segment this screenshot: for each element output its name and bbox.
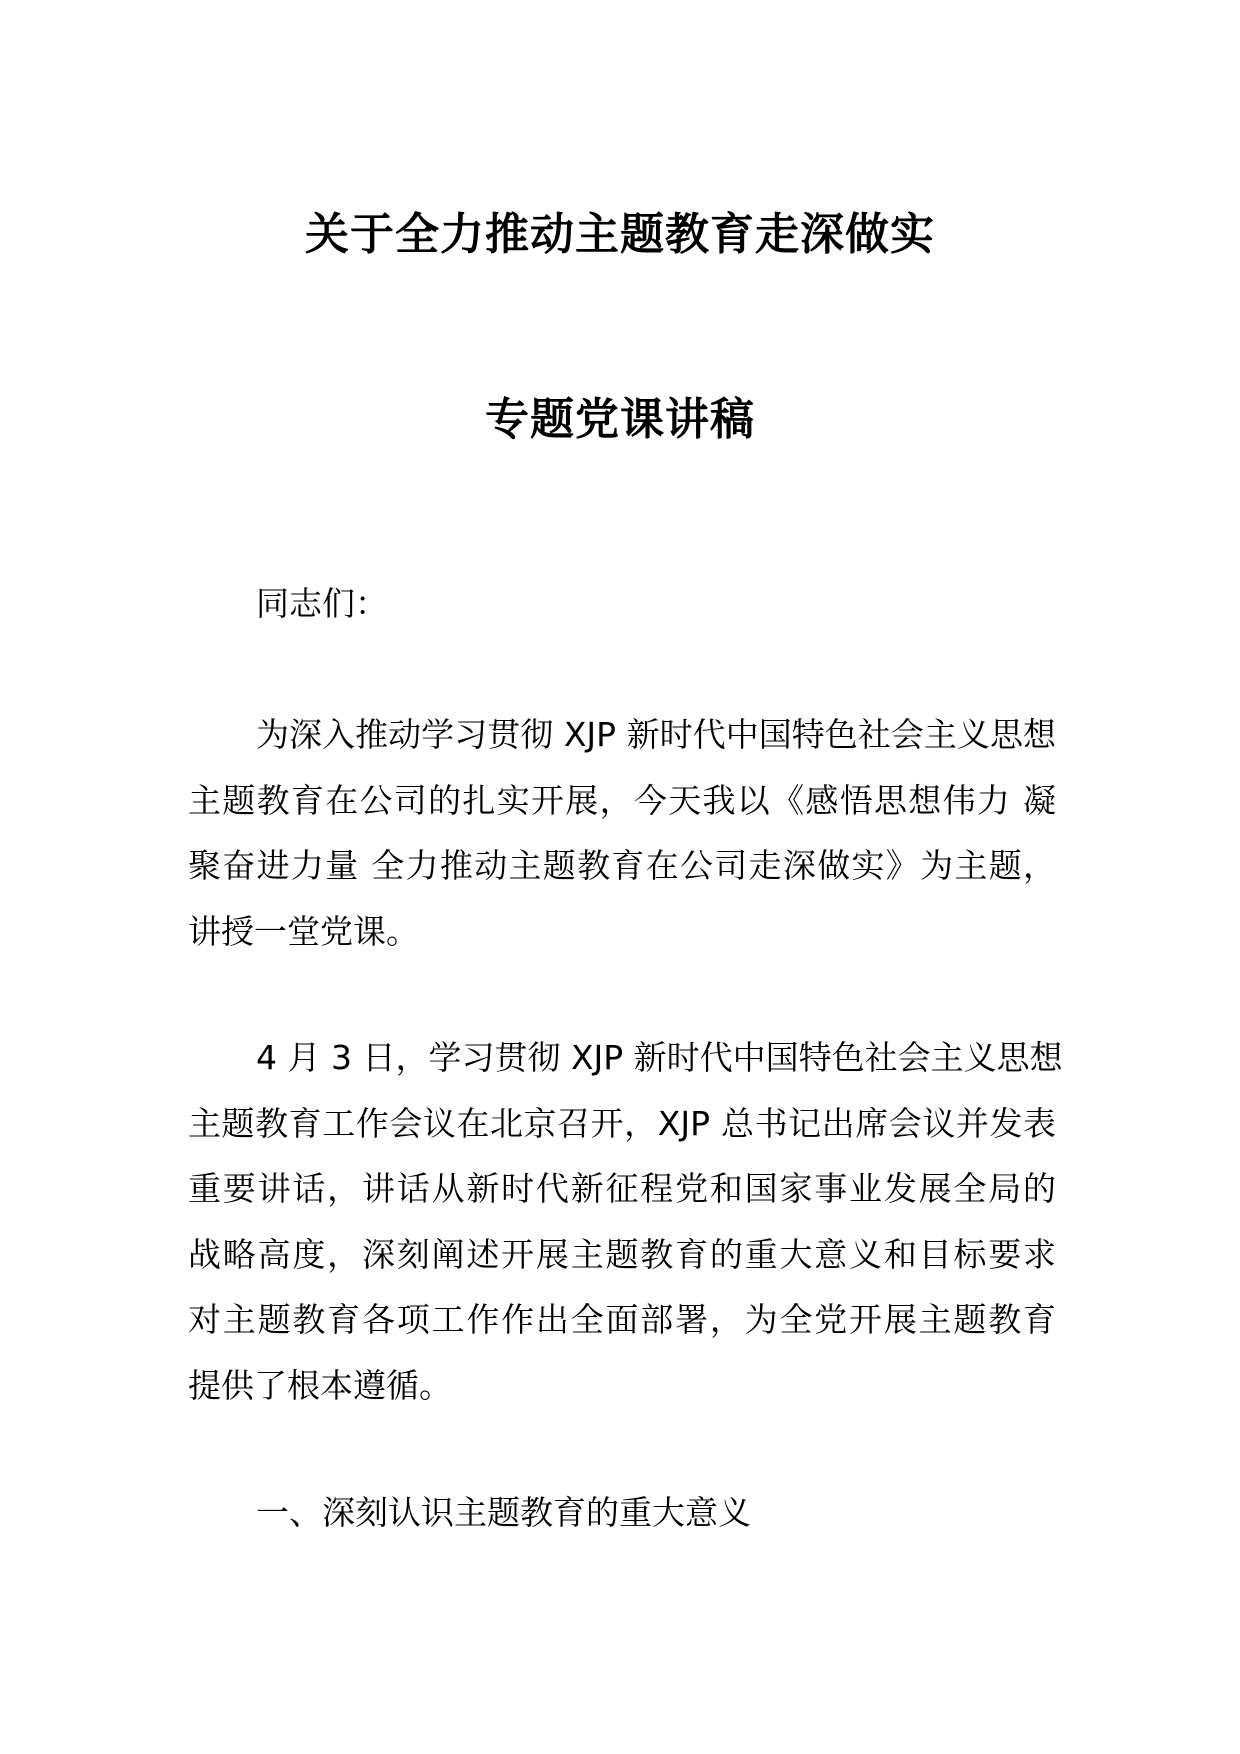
paragraph-line: 战略高度，深刻阐述开展主题教育的重大意义和目标要求 xyxy=(188,1234,1056,1274)
paragraph-line: 为深入推动学习贯彻 XJP 新时代中国特色社会主义思想 xyxy=(256,715,1056,754)
paragraph-line: 讲授一堂党课。 xyxy=(188,911,419,951)
paragraph-line: 4 月 3 日，学习贯彻 XJP 新时代中国特色社会主义思想 xyxy=(256,1038,1063,1077)
document-title-line-1: 关于全力推动主题教育走深做实 xyxy=(305,209,935,260)
paragraph-line: 提供了根本遵循。 xyxy=(188,1365,452,1405)
paragraph-line: 聚奋进力量 全力推动主题教育在公司走深做实》为主题， xyxy=(188,846,1056,885)
paragraph-background xyxy=(188,1033,1063,1426)
paragraph-line: 主题教育在公司的扎实开展，今天我以《感悟思想伟力 凝 xyxy=(188,780,1056,820)
salutation: 同志们： xyxy=(256,584,388,623)
paragraph-line: 对主题教育各项工作作出全面部署，为全党开展主题教育 xyxy=(188,1300,1056,1339)
paragraph-line: 主题教育工作会议在北京召开，XJP 总书记出席会议并发表 xyxy=(188,1103,1056,1143)
document-title-line-2: 专题党课讲稿 xyxy=(485,394,755,445)
paragraph-line: 重要讲话，讲话从新时代新征程党和国家事业发展全局的 xyxy=(188,1169,1056,1208)
paragraph-intro xyxy=(188,710,1056,972)
section-heading: 一、深刻认识主题教育的重大意义 xyxy=(256,1493,751,1532)
